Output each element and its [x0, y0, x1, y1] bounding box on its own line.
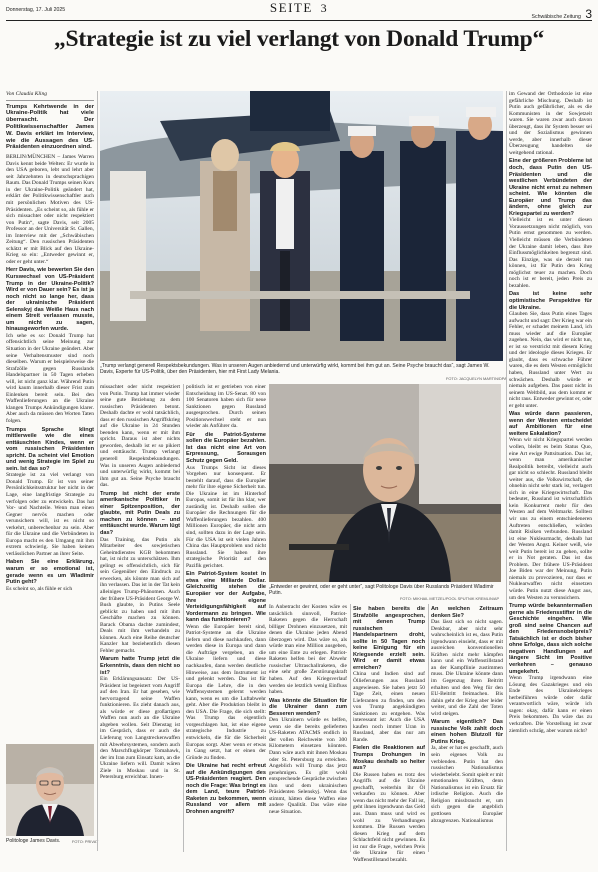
article-column-7: im Gewand der Orthodoxie ist eine gefährliche Mischung. Deshalb ist Putin auch gefährlicher, als es die Kommunisten in der Sowjetzeit waren. Sie waren zwar auch davon überzeugt, dass ihr System besser sei und der Sozialismus gewinnen werde, aber innerhalb dieser Überzeugung handelten sie weitgehend rational. Eine der größeren Probleme ist doch, dass Putin den US-Präsidenten und die westlichen Verbündeten der Ukraine nicht ernst zu nehmen scheint. Wie könnten die Europäer und Trump das ändern, ohne gleich zur Kriegspartei zu werden? Vielleicht ist es unter diesen Voraussetzungen nicht möglich, von Putin ernst genommen zu werden. Vielleicht müssen die Verbündeten der Ukraine damit leben, dass ihre Einflussmöglichkeiten begrenzt sind. Das Einzige, was sie derzeit tun können, ist für Putin den Krieg möglichst teuer zu machen. Doch noch ist er bereit, jeden Preis zu bezahlen. Das ist keine sehr optimistische Perspektive für die Ukraine. Glauben Sie, dass Putin eines Tages aufwacht und sagt: Der Krieg war ein Fehler, er schadet meinem Land, ich muss wieder auf die Europäer zugehen. Nein, das wird er nicht tun, er ist so verstrickt mit diesem Krieg und der ideologie dieses Krieges. Er glaubt, dass es schwache Führer waren, die es dem Westen ermöglicht haben, Russland unter Wert zu schwächen. Deshalb würde er niemals aufgeben. Das passt nicht in seinem Weltbild, aus dem kommt er nicht raus. Entweder gewinnt er, oder er geht unter. Was würde dann passieren, wenn der Westen entscheidet auf Ambitionen für eine weitere Eskalation? Wenn wir nicht Kriegspartei werden wollen, bleibt es beim Status Quo, eine Art ewige Pattsituation. Das ist, wenn man amerikanischer Realpolitik betreibt, vielleicht auch gar nicht so schlecht. Russland bleibt weiter aus, die Volkswirtschaft, die ohnehin nicht sehr stark ist, verlagert sich in eine Kriegswirtschaft. Das bedeutet, Russland ist wirtschaftlich kein Konkurrent mehr für den Westen auf dem Weltmarkt. Solltest wir uns zu einem entschiedeneren Auftreten entschließen, würden damit Risiken verbunden. Russland ist eine Nuklearmacht, deshalb hat der Westen Angst. Keiner weiß, wie weit Putin bereit ist zu gehen, sollte er in Not geraten. Das ist das Problem. Der frühere US-Präsident Joe Biden war der Meinung, Putin niemals zu provozieren, nur dass er Nuklearwaffen nicht einsetzen würde. Putin nutzt diese Angst aus, um den Westen zu verunsichern. Trump würde bekanntermaßen gerne als Friedensstifter in die Geschichte eingehen. Wie groß sind seine Chancen auf den Friedensnobelpreis? Tatsächlich ist er doch bisher ohne Erfolge, dass sich solche negativen Handlungen auf längere Sicht im Positive verkehren – genauso umgekehrt. Wenn Trump irgendwann eine Lösung des Gazakrieges und ein Ende des Ukrainekrieges herbeiführen würde oder dafür verantwortlich wäre, würde ich sagen: okay, dafür kann er einen Preis bekommen. Da wäre das zu verkraften. Die Vorstellung ist zwar ziemlich schräg, aber warum nicht?	[509, 91, 592, 734]
answer: Den Ukrainern würde es helfen, wenn sie die bereits gelieferten US-Raketen ATACMS endlich in der vollen Reichweite von 300 Kilometern einsetzen könnten. Dann wäre auch mit ihnen Moskau oder St. Petersburg zu erreichen. Angeblich will Trump das jetzt genehmigen. Es gibt wohl entsprechende Gespräche zwischen ihm und dem ukrainischen Präsidenten Selenskyj. Wenn das stimmt, hätten diese Waffen eine andere Qualität. Das wäre eine neue Situation.	[269, 717, 347, 815]
answer: Strategie ist zu viel verlangt von Donald Trump. Er ist von seiner Persönlichkeitsstruktur her nicht in der Lage, eine langfristige Strategie zu verfolgen oder zu entwickeln. Das hat Vor- und Nachteile. Wenn man einen Gegner nervös machen oder verunsichern will, ist es nicht so verkehrt, unberechenbar zu sein. Aber für die Ukraine und die Verbündeten in Europa macht es den Umgang mit ihm extrem schwierig. Sie haben keinen verlässlichen Partner an ihrer Seite.	[6, 472, 94, 557]
page-header	[6, 0, 592, 21]
question: An welchen Zeitraum denken Sie?	[431, 606, 503, 619]
article-column-6	[431, 604, 503, 852]
putin-photo-caption: „Entweder er gewinnt, oder er geht unter“, sagt Politologe Davis über Russlands Präsident Wladimir Putin.	[269, 584, 494, 596]
portrait-credit: FOTO: PRIVAT	[72, 839, 99, 844]
question: Haben Sie eine Erklärung, warum er so emotional ist, gerade wenn es um Wladimir Putin geht?	[6, 559, 94, 586]
question: Was würde dann passieren, wenn der Westen entscheidet auf Ambitionen für eine weitere Eskalation?	[509, 411, 592, 437]
question: Fielen die Reaktionen auf Trumps Drohungen in Moskau deshalb so heiter aus?	[353, 745, 425, 772]
answer: Es scheint so, als fühle er sich	[6, 585, 73, 592]
answer: Wenn wir nicht Kriegspartei werden wollen, bleibt es beim Status Quo, eine Art ewige Pattsituation. Das ist, wenn man amerikanischer Realpolitik betreibt, vielleicht auch gar nicht so schlecht. Russland bleibt weiter aus, die Volkswirtschaft, die ohnehin nicht sehr stark ist, verlagert sich in eine Kriegswirtschaft. Das bedeutet, Russland ist wirtschaftlich kein Konkurrent mehr für den Westen auf dem Weltmarkt. Solltest wir uns zu einem entschiedeneren Auftreten entschließen, würden damit Risiken verbunden. Russland ist eine Nuklearmacht, deshalb hat der Westen Angst. Keiner weiß, wie weit Putin bereit ist zu gehen, sollte er in Not geraten. Das ist das Problem. Der frühere US-Präsident Joe Biden war der Meinung, Putin niemals zu provozieren, nur dass er Nuklearwaffen nicht einsetzen würde. Putin nutzt diese Angst aus, um den Westen zu verunsichern.	[509, 437, 592, 601]
page-number: 3	[320, 1, 329, 15]
question: Für die Patriot-Systeme sollen die Europäer bezahlen. Ist das nicht eine Art von Erpressung, Sorausgen Schutz gegen Geld.	[186, 431, 266, 465]
answer: Das lässt sich so nicht sagen. Denkbar, aber nicht sehr wahrscheinlich ist es, dass Putin irgendwann einsieht, dass er mit ausreichen konventionellen Kräften nicht mehr kämpfen kann und ein Waffenstillstand an der Kampflinie zustimmen muss. Die Ukraine könnte dann im Gegenzug ihren Beitritt erhalten und den Weg für den EU-Beitritt freimachen. Bis dahin geht der Krieg aber leider weiter, und die Zahl der Toten wird steigen.	[431, 619, 503, 717]
paper-name: Schwäbische Zeitung 3	[531, 7, 592, 21]
answer: Wenn die Europäer bereit sind, Patriot-Systeme an die Ukraine liefern und diese nachkaufen, dann werden diese in Europa und dann die Aufträge vergeben, an die Ukraine liefern und diese nachkaufen, dann werden deutliche Hinweise, aus dem Instrument ist und gelenkt werden. Das ist für Europa die Lehre, die in den Waffensystemen gelernt werden kann, wenn es um die Luftabwehr geht. Aber die Produktion bleibt in den USA. Die Frage, die sich stellt: Was Trump das eigentlich vorgeschlagen hat, ist eine eigene strategische Industrie zu entwickeln, die für die Sicherheit Europas sorgt. Aber wenn er etwas in Gang setzt, hat er einen der Gründe zu finden.	[186, 623, 266, 761]
question: Herr Davis, wie bewerten Sie den Kurswechsel von US-Präsident Trump in der Ukraine-Politik? Wird er von Dauer sein? Es ist ja noch nicht so lange her, dass der ukrainische Präsident Selenskyj das Weiße Haus nach einem Streit verlassen musste, um nicht zu sagen, hinausgeworfen wurde.	[6, 267, 94, 333]
article-column-2: missachtet oder nicht respektiert von Putin. Trump hat immer wieder seine gute Beziehung zu dem russischen Präsidenten betont. Deshalb dachte er wohl tatsächlich, dass er den russischen Angriffskrieg auf die Ukraine in 24 Stunden beenden kann, wenn er mit ihm spricht. Daraus ist aber nichts geworden, deshalb ist er so pikiert und enttäuscht. Trump verlangt generell Respektsbekundungen. Was in unseren Augen anbiedernd und unterwürfig wirkt, kommt bei ihm gut an. Seine Psyche braucht das. Trump ist nicht der erste amerikanische Politiker in einer Spitzenposition, der glaubte, mit Putin Deals zu machen zu können – und enttäuscht wurde. Warum lügt das? Das Training, das Putin als Mitarbeiter des sowjetischen Geheimdienstes KGB bekommen hat, ist nicht zu unterschätzen. Ihm gelingt es offensichtlich, sich für sein Gegenüber den Eindruck zu erwecken, als könnte man sich auf ihn verlassen. Das ist in der Tat kein alleiniges Trump-Phänomen. Auch der frühere US-Präsident George W. Bush glaubte, in Putins Seele geblickt zu haben und mit ihm Geschäfte machen zu können. Barack Obama dachte zumindest, Deals mit ihm verhandeln zu können. Auch eine Reihe deutscher Kanzler hat beziehentlich diesen Fehler gemacht. Warum hatte Trump jetzt die Erkenntnis, dass den nicht so ist? Ein Erklärungsansatz: Der US-Präsident ist begeistert vom Angriff auf den Iran. Er hat gesehen, wie hervorragend seine Waffen funktionieren. Es zieht danach aus, als würde er diese großartigen Waffen nun auch an die Ukraine abgeben wollen. Seit Dienstag ist im Gespräch, dass er auch die Lieferung von Langstreckenwaffen mit Abwehrsystemen, sondern auch den Marschflugkörper Tomahawk, der im Iran zum Einsatz kam, an die Ukraine liefern will. Damit wären Ziele in Moskau und in St. Petersburg erreichbar. Innen-	[100, 384, 180, 781]
question: Warum hatte Trump jetzt die Erkenntnis, dass den nicht so ist?	[100, 656, 180, 676]
headline: „Strategie ist zu viel verlangt von Donald Trump“	[54, 26, 544, 52]
answer: Aus Trumps Sicht ist dieses Vorgehen nur konsequent. Er bestehlt darauf, dass die Europäer mehr für ihre eigene Sicherheit tun. Die Ukraine ist im Hinterhof Europas, somit ist für ihn klar, wer zuständig ist. Deshalb sollen die Europäer die Rechnungen für die Waffenlieferungen bezahlen. 400 Millionen Europäer, die nicht arm sind, sollten dazu in der Lage sein. Für die USA ist seit vielen Jahren China das Hauptproblem und nicht Russland. Sie haben ihre strategische Priorität auf den Pazifik gerichtet.	[186, 464, 266, 569]
author-line: Von Claudia Kling	[6, 91, 94, 101]
article-column-3: politisch ist er getrieben von einer Entscheidung im US-Senat. 80 von 100 Senatoren haben sich für neue Sanktionen gegen Russland ausgesprochen. Durch seinen Positionswechsel steht er nun wieder als Anführer da. Für die Patriot-Systeme sollen die Europäer bezahlen. Ist das nicht eine Art von Erpressung, Sorausgen Schutz gegen Geld. Aus Trumps Sicht ist dieses Vorgehen nur konsequent. Er bestehlt darauf, dass die Europäer mehr für ihre eigene Sicherheit tun. Die Ukraine ist im Hinterhof Europas, somit ist für ihn klar, wer zuständig ist. Deshalb sollen die Europäer die Rechnungen für die Waffenlieferungen bezahlen. 400 Millionen Europäer, die nicht arm sind, sollten dazu in der Lage sein. Für die USA ist seit vielen Jahren China das Hauptproblem und nicht Russland. Sie haben ihre strategische Priorität auf den Pazifik gerichtet. Ein Patriot-System kostet in etwa eine Milliarde Dollar. Gleichzeitig stehen die Europäer vor der Aufgabe, ihre eigene Verteidigungsfähigkeit auf Vordermann zu bringen. Wie kann das funktionieren? Wenn die Europäer bereit sind, Patriot-Systeme an die Ukraine liefern und diese nachkaufen, dann werden diese in Europa und dann die Aufträge vergeben, an die Ukraine liefern und diese nachkaufen, dann werden deutliche Hinweise, aus dem Instrument ist und gelenkt werden. Das ist für Europa die Lehre, die in den Waffensystemen gelernt werden kann, wenn es um die Luftabwehr geht. Aber die Produktion bleibt in den USA. Die Frage, die sich stellt: Was Trump das eigentlich vorgeschlagen hat, ist eine eigene strategische Industrie zu entwickeln, die für die Sicherheit Europas sorgt. Aber wenn er etwas in Gang setzt, hat er einen der Gründe zu finden. Die Ukraine hat recht erfreut auf die Ankündigungen des US-Präsidenten reagiert. Den noch die Frage: Was bringt es dem Land, teure Patriot-Raketen zu bekommen, wenn Russland vor allem mit Drohnen angreift?	[186, 384, 266, 815]
portrait-photo	[6, 744, 94, 836]
question: Eine der größeren Probleme ist doch, dass Putin den US-Präsidenten und die westlichen Verbündeten der Ukraine nicht ernst zu nehmen scheint. Wie könnten die Europäer und Trump das ändern, ohne gleich zur Kriegspartei zu werden?	[509, 158, 592, 217]
answer: Vielleicht ist es unter diesen Voraussetzungen nicht möglich, von Putin ernst genommen zu werden. Vielleicht müssen die Verbündeten der Ukraine damit leben, dass ihre Einflussmöglichkeiten begrenzt sind. Das Einzige, was sie derzeit tun können, ist für Putin den Krieg möglichst teuer zu machen. Doch noch ist er bereit, jeden Preis zu bezahlen.	[509, 217, 592, 289]
question: Die Ukraine hat recht erfreut auf die Ankündigungen des US-Präsidenten reagiert. Den noch die Frage: Was bringt es dem Land, teure Patriot-Raketen zu bekommen, wenn Russland vor allem mit Drohnen angreift?	[186, 763, 266, 815]
question: Was könnte die Situation für die Ukrainer dann zum Besseren wenden?	[269, 697, 347, 717]
answer: Ich sehe es so: Donald Trump hat offensichtlich seine Meinung zur Situation in der Ukraine geändert. Aber seine Verhaltensmuster sind noch dieselben. Warum er beispielsweise die Strafzölle gegen Russlands Handelspartner in 50 Tagen erheben will, ist nicht ganz klar. Während Putin wird kaum innerhalb dieser Frist zum Einlenken bereit sein. Bei den Waffenlieferungen an die Ukraine klangen Trumps Ankündigungen klarer. Aber auch da müssen den Worten Taten folgen.	[6, 332, 94, 424]
question: Ein Patriot-System kostet in etwa eine Milliarde Dollar. Gleichzeitig stehen die Europäer vor der Aufgabe, ihre eigene Verteidigungsfähigkeit auf Vordermann zu bringen. Wie kann das funktionieren?	[186, 571, 266, 624]
question: Sie haben bereits die Strafzölle angesprochen, mit denen Trump russischen Handelspartnern droht, sollte in 50 Tagen noch keine Einigung für ein Kriegsende erzielt sein. Wird er damit etwas erreichen?	[353, 606, 425, 671]
question: Trump ist nicht der erste amerikanische Politiker in einer Spitzenposition, der glaubte, mit Putin Deals zu machen zu können – und enttäuscht wurde. Warum lügt das?	[100, 490, 180, 537]
body-text: BERLIN/MÜNCHEN – James Warren Davis kennt beide Welten: Er wurde in den USA geboren, lebt und lehrt aber seit Jahrzehnten in deutschsprachigen Raum. Das Donald Trumps seinen Kurs in der Ukraine-Politik geändert hat, erklärt der Politikwissenschaftler auch mit persönlichen Motiven des US-Präsidenten. „Es scheint so, als fühle er sich missachtet oder nicht respektiert von Putin“, sagte Davis, seit 2005 Professor an der Universität St. Gallen, im Interview mit der „Schwäbischen Zeitung“. Den russischen Präsidenten schätzt er mit Blick auf den Ukraine-Krieg so ein: „Entweder gewinnt er, oder er geht unter.“	[6, 154, 94, 265]
answer: Die Russen haben es trotz des Angriffs auf die Ukraine geschafft, weiterhin ihr Öl verkaufen zu können. Aber wenn das nicht mehr der Fall ist, geht ihnen irgendwann das Geld aus. Dann muss und wird es wohl zu Verhandlungen kommen. Die Russen werden diesen Krieg auf dem Schlachtfeld nicht gewinnen. Es ist nur die Frage, welchen Preis die Ukraine für einen Waffenstillstand bezahlt.	[353, 771, 425, 863]
article-column-5	[353, 604, 425, 863]
question: Trumps Sprache klingt mittlerweile wie die eines enttäuschten Kindes, wenn er vom russischen Präsidenten spricht. Da scheint viel Emotion und wenig Strategie im Spiel zu sein. Ist das so?	[6, 426, 94, 472]
article-column-4: In Anbetracht der Kosten wäre es tatsächlich sinnvoll, Patriot-Raketen gegen die Herrschaft billiger Drohnen einzusetzen, mit denen die Ukraine jeden Abend überzogen wird. Das wäre so, als würde man eine Million ausgeben, um eine Ente zu erlegen. Patriot-Raketen helfen bei der Abwehr russischer Ultraschallraketen, die eine sehr große Zerstörungskraft haben. Auf den Kriegsverlauf werden sie letztlich wenig Einfluss haben. Was könnte die Situation für die Ukrainer dann zum Besseren wenden? Den Ukrainern würde es helfen, wenn sie die bereits gelieferten US-Raketen ATACMS endlich in der vollen Reichweite von 300 Kilometern einsetzen könnten. Dann wäre auch mit ihnen Moskau oder St. Petersburg zu erreichen. Angeblich will Trump das jetzt genehmigen. Es gibt wohl entsprechende Gespräche zwischen ihm und dem ukrainischen Präsidenten Selenskyj. Wenn das stimmt, hätten diese Waffen eine andere Qualität. Das wäre eine neue Situation.	[269, 604, 347, 815]
putin-photo-credit: FOTO: MIKHAIL METZEL/POOL SPUTNIK KREMLIN/AP	[400, 596, 500, 601]
answer: China und Indien sind auf Öllieferungen aus Russland angewiesen. Sie haben jetzt 50 Tage Zeit, einen neuen Lieferanten zu finden, um den von Trump angekündigten Sanktionen zu entgehen. Was interessant ist: Auch die USA kaufen noch immer Uran in Russland, aber das nur am Rande.	[353, 671, 425, 743]
question: Warum eigentlich? Das russische Volk zahlt doch einen hohen Blutzoll für Putins Krieg.	[431, 719, 503, 745]
question: Das ist keine sehr optimistische Perspektive für die Ukraine.	[509, 291, 592, 311]
article-column-1	[6, 91, 94, 741]
question: Trump würde bekanntermaßen gerne als Friedensstifter in die Geschichte eingehen. Wie groß sind seine Chancen auf den Friedensnobelpreis? Tatsächlich ist er doch bisher ohne Erfolge, dass sich solche negativen Handlungen auf längere Sicht im Positive verkehren – genauso umgekehrt.	[509, 603, 592, 675]
answer: Das Training, das Putin als Mitarbeiter des sowjetischen Geheimdienstes KGB bekommen hat, ist nicht zu unterschätzen. Ihm gelingt es offensichtlich, sich für sein Gegenüber den Eindruck zu erwecken, als könnte man sich auf ihn verlassen. Das ist in der Tat kein alleiniges Trump-Phänomen. Auch der frühere US-Präsident George W. Bush glaubte, in Putins Seele geblickt zu haben und mit ihm Geschäfte machen zu können. Barack Obama dachte zumindest, Deals mit ihm verhandeln zu können. Auch eine Reihe deutscher Kanzler hat beziehentlich diesen Fehler gemacht.	[100, 536, 180, 654]
answer: Glauben Sie, dass Putin eines Tages aufwacht und sagt: Der Krieg war ein Fehler, er schadet meinem Land, ich muss wieder auf die Europäer zugehen. Nein, das wird er nicht tun, er ist so verstrickt mit diesem Krieg und der ideologie dieses Krieges. Er glaubt, dass es schwache Führer waren, die es dem Westen ermöglicht haben, Russland unter Wert zu schwächen. Deshalb würde er niemals aufgeben. Das passt nicht in seinem Weltbild, aus dem kommt er nicht raus. Entweder gewinnt er, oder er geht unter.	[509, 311, 592, 409]
answer: Ja, aber er hat es geschafft, auch sein eigenes Volk zu verblenden. Putin hat den russischen Nationalismus wiederbelebt. Somit spielt er mit emotionalen Kräften, denn Nationalismus ist ein Ersatz für irdische Religion. Auch die Religion missbraucht er, um sich gegen die angeblich gottlosen Europäer abzugrenzen. Nationalismus	[431, 745, 503, 824]
main-photo-credit: FOTO: JACQUELYN MARTIN/DPA	[446, 376, 507, 381]
lead-text: Trumps Kehrtwende in der Ukraine-Politik hat viele überrascht. Der Politikwissenschaftler James W. Davis erklärt im Interview, wie die Aussagen des US-Präsidenten einzuordnen sind.	[6, 103, 94, 151]
portrait-caption: Politologe James Davis.	[6, 838, 61, 844]
main-photo	[100, 91, 503, 361]
section-title: SEITE 3	[269, 0, 329, 15]
putin-photo	[269, 384, 501, 582]
main-photo-caption: „Trump verlangt generell Respektsbekundungen. Was in unseren Augen anbiedernd und unterwürfig wirkt, kommt bei ihm gut an. Seine Psyche braucht das“, sagt James W. Davis, Experte für US-Politik, über den Präsidenten, hier mit First Lady Melania.	[100, 363, 490, 375]
answer: Wenn Trump irgendwann eine Lösung des Gazakrieges und ein Ende des Ukrainekrieges herbeiführen würde oder dafür verantwortlich wäre, würde ich sagen: okay, dafür kann er einen Preis bekommen. Da wäre das zu verkraften. Die Vorstellung ist zwar ziemlich schräg, aber warum nicht?	[509, 675, 592, 734]
answer: Ein Erklärungsansatz: Der US-Präsident ist begeistert vom Angriff auf den Iran. Er hat gesehen, wie hervorragend seine Waffen funktionieren. Es zieht danach aus, als würde er diese großartigen Waffen nun auch an die Ukraine abgeben wollen. Seit Dienstag ist im Gespräch, dass er auch die Lieferung von Langstreckenwaffen mit Abwehrsystemen, sondern auch den Marschflugkörper Tomahawk, der im Iran zum Einsatz kam, an die Ukraine liefern will. Damit wären Ziele in Moskau und in St. Petersburg erreichbar. Innen-	[100, 676, 180, 781]
issue-date: Donnerstag, 17. Juli 2025	[6, 7, 66, 13]
